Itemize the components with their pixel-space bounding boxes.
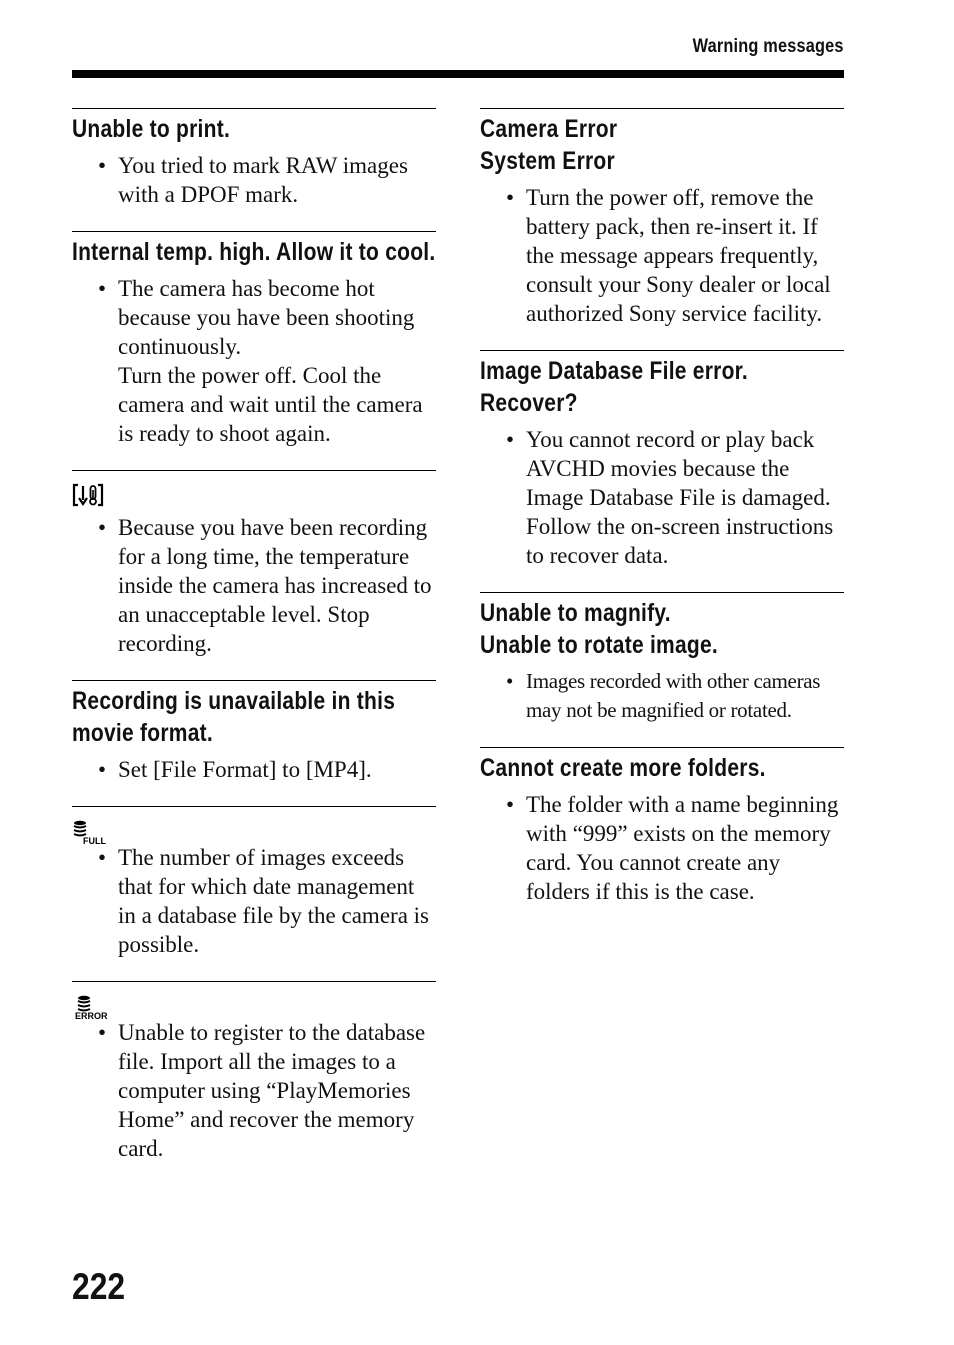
- section-unable-to-print: [72, 108, 436, 209]
- section-title: [72, 685, 436, 749]
- icon-row: [72, 811, 436, 843]
- bullet-list: [72, 513, 436, 658]
- section-title-line: Image Database File error. Recover?: [480, 357, 749, 417]
- section-database-error: [72, 981, 436, 1163]
- icon-row: [72, 475, 436, 507]
- section-camera-system-error: [480, 108, 844, 328]
- section-database-full: [72, 806, 436, 959]
- bullet-item: • Images recorded with other cameras may not be magnified or rotated.: [480, 667, 844, 725]
- bullet-list: [72, 843, 436, 959]
- section-title-line: System Error: [480, 147, 615, 175]
- section-overheat-icon: [72, 470, 436, 658]
- bullet-list: [72, 151, 436, 209]
- section-title: [480, 752, 844, 784]
- database-error-label: ERROR: [75, 1011, 108, 1020]
- bullet-item: [72, 274, 436, 448]
- section-unable-to-magnify: [480, 592, 844, 725]
- bullet-item: • The folder with a name beginning with “999” exists on the memory card. You cannot create any folders if this is the case.: [480, 790, 844, 906]
- bullet-list: [480, 790, 844, 906]
- section-title-line: Camera Error: [480, 115, 618, 143]
- left-column: [72, 108, 436, 1185]
- section-image-database-error: [480, 350, 844, 570]
- database-full-icon: [72, 819, 112, 845]
- right-column: [480, 108, 844, 928]
- overheat-warning-icon: [72, 483, 104, 507]
- bullet-paragraph: • The camera has become hot because you have been shooting continuously.: [118, 276, 415, 359]
- header-rule: [72, 70, 844, 78]
- section-title-line: Internal temp. high. Allow it to cool.: [72, 238, 436, 266]
- bullet-item: • Turn the power off, remove the battery pack, then re-insert it. If the message appears frequently, consult your Sony dealer or local authorized Sony service facility.: [480, 183, 844, 328]
- section-title-line: Unable to magnify.: [480, 599, 671, 627]
- section-title-line: Unable to rotate image.: [480, 631, 719, 659]
- database-error-icon: [72, 994, 112, 1020]
- bullet-paragraph: Turn the power off. Cool the camera and wait until the camera is ready to shoot again.: [118, 363, 423, 446]
- section-title-line: Unable to print.: [72, 115, 231, 143]
- section-title: [480, 113, 844, 177]
- bullet-item: • You cannot record or play back AVCHD movies because the Image Database File is damaged. Follow the on-screen instructions to recover data.: [480, 425, 844, 570]
- section-recording-unavailable: [72, 680, 436, 784]
- running-header: Warning messages: [692, 36, 844, 57]
- bullet-list: [480, 425, 844, 570]
- section-title-line: Recording is unavailable in this movie format.: [72, 687, 396, 747]
- bullet-item: • You tried to mark RAW images with a DPOF mark.: [72, 151, 436, 209]
- bullet-list: [72, 755, 436, 784]
- section-title: [72, 236, 436, 268]
- section-title-line: Cannot create more folders.: [480, 754, 766, 782]
- bullet-list: [72, 274, 436, 448]
- bullet-list: [480, 183, 844, 328]
- bullet-item: • Unable to register to the database file. Import all the images to a computer using “PlayMemories Home” and recover the memory card.: [72, 1018, 436, 1163]
- section-internal-temp-high: [72, 231, 436, 448]
- bullet-item: • The number of images exceeds that for which date management in a database file by the camera is possible.: [72, 843, 436, 959]
- bullet-item: • Set [File Format] to [MP4].: [72, 755, 436, 784]
- bullet-item: • Because you have been recording for a long time, the temperature inside the camera has increased to an unacceptable level. Stop recording.: [72, 513, 436, 658]
- section-title: [480, 597, 844, 661]
- section-cannot-create-folders: [480, 747, 844, 906]
- bullet-list: [480, 667, 844, 725]
- page-number: 222: [72, 1266, 126, 1307]
- bullet-list: [72, 1018, 436, 1163]
- icon-row: [72, 986, 436, 1018]
- database-full-label: FULL: [83, 836, 106, 845]
- section-title: [72, 113, 436, 145]
- section-title: [480, 355, 844, 419]
